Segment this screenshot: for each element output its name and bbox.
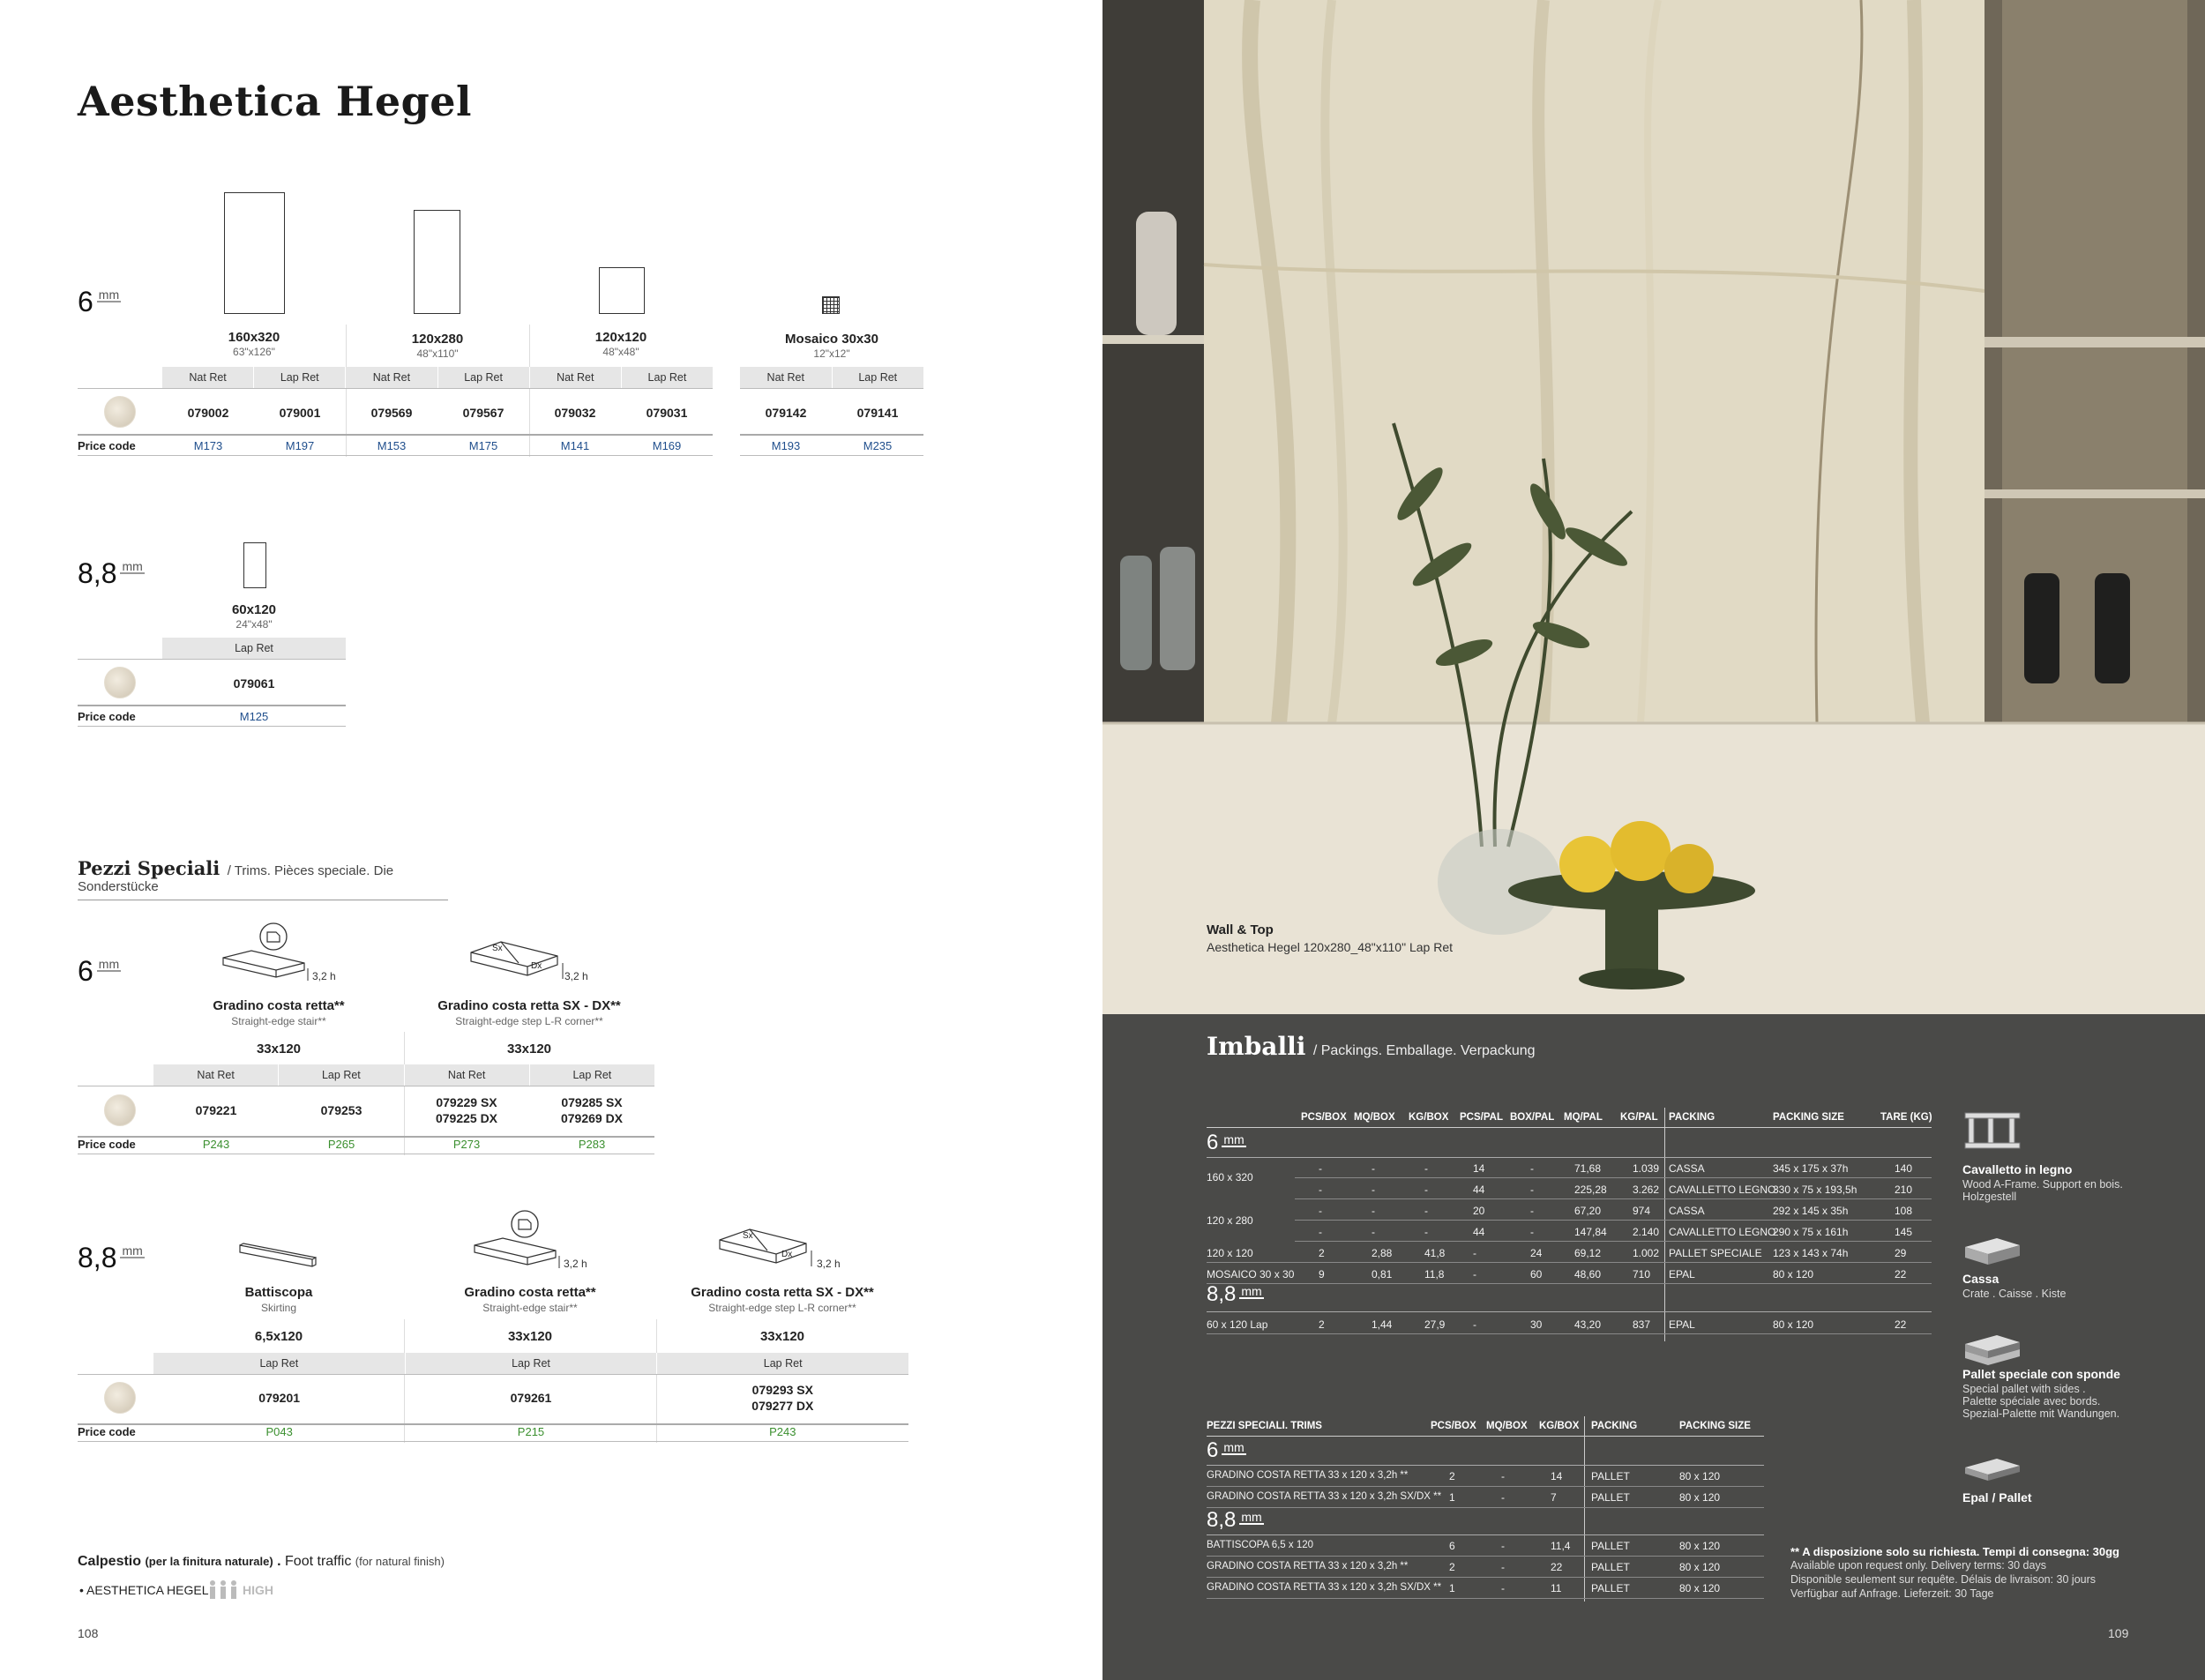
packing-column-header: PACKING SIZE [1773,1112,1844,1123]
thickness-8-8mm: 8,8 mm [1207,1508,1262,1532]
stair-corner-trim-icon [714,1224,820,1273]
packing-cell: - [1530,1183,1534,1196]
page-title: Aesthetica Hegel [78,78,472,125]
packing-cell: - [1319,1226,1322,1238]
packing-cell: 2.140 [1633,1226,1660,1238]
trims-cell: 6 [1449,1540,1455,1552]
trims-cell: GRADINO COSTA RETTA 33 x 120 x 3,2h ** [1207,1561,1409,1572]
packing-cell: 3.262 [1633,1183,1660,1196]
foot-traffic-heading: Calpestio (per la finitura naturale) . Foot traffic (for natural finish) [78,1554,445,1569]
packing-cell: CAVALLETTO LEGNO [1669,1226,1776,1238]
thickness-6mm: 6 mm [78,955,120,987]
sx-label: Sx [743,1231,753,1241]
size-label: 33x120 [506,1042,552,1057]
trims-cell: 1 [1449,1582,1455,1594]
price-code-label: Price code [78,1425,136,1438]
packing-cell: 140 [1895,1162,1913,1175]
legend-item: Cassa Crate . Caisse . Kiste [1962,1272,2067,1300]
packing-cell: - [1530,1162,1534,1175]
packing-cell: 20 [1473,1205,1485,1217]
packing-cell: 11,8 [1424,1268,1445,1281]
packing-cell: - [1530,1205,1534,1217]
thickness-6mm: 6 mm [1207,1131,1245,1154]
packing-cell: 71,68 [1574,1162,1602,1175]
packing-cell: 292 x 145 x 35h [1773,1205,1849,1217]
column-header-row: Lap Ret [162,638,346,659]
size-label: 120x120 48"x48" [594,330,647,358]
trims-cell: - [1501,1582,1505,1594]
epal-pallet-icon [1962,1457,2023,1483]
packing-cell: 330 x 75 x 193,5h [1773,1183,1857,1196]
height-label: 3,2 h [312,970,336,982]
size-label: 33x120 [256,1042,302,1057]
height-label: 3,2 h [817,1258,841,1270]
packing-cell: PALLET SPECIALE [1669,1247,1762,1259]
size-label: 160x320 63"x126" [228,330,280,358]
column-header-row: Nat Ret Lap Ret Nat Ret Lap Ret [153,1064,654,1086]
price-code-row: P043 P215 P243 [265,1425,796,1438]
packing-cell: 44 [1473,1226,1485,1238]
packing-cell: 2,88 [1372,1247,1393,1259]
packing-column-header: KG/BOX [1409,1112,1449,1123]
packing-cell: - [1319,1205,1322,1217]
caption-subtitle: Aesthetica Hegel 120x280_48"x110" Lap Ret [1207,940,1453,954]
product-photo [1102,0,2205,1014]
packing-cell: CASSA [1669,1205,1705,1217]
tile-120x280-shape [414,210,460,314]
price-code-row: P243 P265 P273 P283 [202,1138,606,1151]
trims-cell: 22 [1551,1561,1563,1573]
trim-name: Battiscopa Skirting [244,1285,313,1314]
packing-cell: 9 [1319,1268,1325,1281]
trims-cell: PALLET [1591,1582,1630,1594]
packing-cell: - [1372,1183,1375,1196]
height-label: 3,2 h [564,970,588,982]
stair-corner-trim-icon [466,937,572,985]
packing-cell: 710 [1633,1268,1651,1281]
table-row: 079061 [233,676,275,691]
size-label: 33x120 [507,1329,553,1344]
trims-cell: GRADINO COSTA RETTA 33 x 120 x 3,2h SX/DX ** [1207,1582,1442,1593]
packing-cell: 14 [1473,1162,1485,1175]
trims-column-header: PCS/BOX [1431,1421,1476,1431]
packing-cell: - [1530,1226,1534,1238]
packing-cell: EPAL [1669,1318,1695,1331]
page-number: 108 [78,1626,99,1640]
trims-cell: 80 x 120 [1679,1561,1721,1573]
foot-traffic-icon [206,1579,240,1602]
trims-cell: PALLET [1591,1540,1630,1552]
trims-cell: - [1501,1470,1505,1482]
trims-cell: - [1501,1561,1505,1573]
packing-cell: 41,8 [1424,1247,1446,1259]
dx-label: Dx [781,1250,793,1259]
trims-cell: GRADINO COSTA RETTA 33 x 120 x 3,2h ** [1207,1470,1409,1481]
trims-cell: 7 [1551,1491,1557,1504]
price-code-label: Price code [78,710,136,723]
legend-item: Cavalletto in legno Wood A-Frame. Support en bois. Holzgestell [1962,1162,2123,1203]
sx-label: Sx [492,944,503,953]
foot-traffic-item: • AESTHETICA HEGEL [79,1583,209,1597]
trims-column-header: PACKING [1591,1421,1638,1431]
packing-column-header: KG/PAL [1620,1112,1658,1123]
packing-cell: 22 [1895,1268,1907,1281]
packing-cell: 43,20 [1574,1318,1602,1331]
packing-cell: - [1473,1247,1476,1259]
packing-cell: 210 [1895,1183,1913,1196]
size-label: Mosaico 30x30 12"x12" [785,332,878,360]
trims-cell: 2 [1449,1561,1455,1573]
packing-cell: 108 [1895,1205,1913,1217]
height-label: 3,2 h [564,1258,587,1270]
packing-cell: - [1319,1162,1322,1175]
tile-160x320-shape [224,192,285,314]
column-header-row: Nat Ret Lap Ret [740,367,923,388]
skirting-icon [236,1242,319,1268]
packing-column-header: PCS/BOX [1301,1112,1347,1123]
size-label: 33x120 [759,1329,805,1344]
table-row: 079002 079001 079569 079567 079032 079031 [187,406,688,420]
trim-name: Gradino costa retta** Straight-edge stair** [213,998,345,1027]
packing-cell: 2 [1319,1247,1325,1259]
table-row: 079221 079253 079229 SX 079225 DX 079285 SX 079269 DX [195,1095,624,1125]
packing-cell: 225,28 [1574,1183,1607,1196]
packing-column-header: TARE (KG) [1880,1112,1932,1123]
packing-column-header: MQ/PAL [1564,1112,1603,1123]
tile-120x120-shape [599,267,645,314]
packing-cell: - [1473,1318,1476,1331]
packing-cell: 1.002 [1633,1247,1660,1259]
packing-cell: - [1372,1205,1375,1217]
packing-size-group: 120 x 280 [1207,1214,1253,1227]
packing-cell: 22 [1895,1318,1907,1331]
packing-cell: - [1424,1205,1428,1217]
packing-cell: 1,44 [1372,1318,1393,1331]
packing-cell: 345 x 175 x 37h [1773,1162,1849,1175]
packing-cell: 1.039 [1633,1162,1660,1175]
trims-column-header: PEZZI SPECIALI. TRIMS [1207,1421,1322,1431]
legend-item: Pallet speciale con sponde Special pallet with sides . Palette spéciale avec bords. Spezial-Palette mit Wandungen. [1962,1367,2120,1420]
packing-cell: 0,81 [1372,1268,1393,1281]
packing-cell: 290 x 75 x 161h [1773,1226,1849,1238]
availability-note: ** A disposizione solo su richiesta. Tempi di consegna: 30gg Available upon request only. Delivery terms: 30 days Disponible seulement sur requête. Délais de livraison: 30 jours Verfügbar auf Anfrage. Lieferzeit: 30 Tage [1790,1545,2119,1600]
packing-cell: 974 [1633,1205,1651,1217]
packing-cell: 27,9 [1424,1318,1446,1331]
packing-cell: MOSAICO 30 x 30 [1207,1268,1295,1281]
size-label: 120x280 48"x110" [411,332,464,360]
packing-cell: - [1372,1226,1375,1238]
page-number: 109 [2108,1626,2129,1640]
legend-item: Epal / Pallet [1962,1490,2032,1505]
trims-cell: 80 x 120 [1679,1470,1721,1482]
color-swatch [104,1382,136,1414]
packing-cell: 837 [1633,1318,1651,1331]
column-header-row: Lap Ret Lap Ret Lap Ret [153,1353,908,1374]
trims-cell: 11 [1551,1582,1562,1594]
trims-heading: Pezzi Speciali / Trims. Pièces speciale. Die Sonderstücke [78,857,448,900]
packing-cell: 44 [1473,1183,1485,1196]
trims-cell: 11,4 [1551,1540,1571,1552]
packing-cell: 147,84 [1574,1226,1607,1238]
table-row: 079201 079261 079293 SX 079277 DX [258,1383,814,1413]
table-row: 079142 079141 [765,406,899,420]
wood-a-frame-icon [1962,1106,2023,1155]
thickness-8-8mm: 8,8 mm [78,1242,143,1273]
trims-cell: 80 x 120 [1679,1582,1721,1594]
packing-cell: - [1319,1183,1322,1196]
packing-cell: 2 [1319,1318,1325,1331]
color-swatch [104,1094,136,1126]
packing-cell: - [1424,1226,1428,1238]
trims-cell: 80 x 120 [1679,1540,1721,1552]
dx-label: Dx [531,961,542,971]
size-label: 6,5x120 [254,1329,303,1344]
packing-column-header: BOX/PAL [1510,1112,1555,1123]
trims-cell: - [1501,1491,1505,1504]
packing-cell: CASSA [1669,1162,1705,1175]
price-code-row: M173 M197 M153 M175 M141 M169 [193,439,682,452]
color-swatch [104,396,136,428]
packing-cell: - [1424,1183,1428,1196]
packing-cell: 120 x 120 [1207,1247,1253,1259]
packing-column-header: PACKING [1669,1112,1715,1123]
traffic-level: HIGH [243,1583,273,1597]
packing-cell: EPAL [1669,1268,1695,1281]
packing-cell: 80 x 120 [1773,1318,1814,1331]
price-code-label: Price code [78,1138,136,1151]
trims-column-header: KG/BOX [1539,1421,1580,1431]
packing-cell: 48,60 [1574,1268,1602,1281]
price-code-label: Price code [78,439,136,452]
trims-cell: PALLET [1591,1470,1630,1482]
color-swatch [104,667,136,698]
packing-cell: 24 [1530,1247,1543,1259]
special-pallet-icon [1962,1332,2023,1367]
price-code-row: M193 M235 [771,439,893,452]
column-header-row: Nat Ret Lap Ret Nat Ret Lap Ret Nat Ret Lap Ret [162,367,713,388]
trims-cell: 1 [1449,1491,1455,1504]
thickness-6mm: 6 mm [1207,1438,1245,1462]
trims-column-header: MQ/BOX [1486,1421,1528,1431]
thickness-8-8mm: 8,8 mm [1207,1282,1262,1306]
trims-cell: BATTISCOPA 6,5 x 120 [1207,1540,1314,1550]
thickness-8-8mm: 8,8 mm [78,557,143,589]
trims-cell: - [1501,1540,1505,1552]
trim-name: Gradino costa retta SX - DX** Straight-edge step L-R corner** [437,998,621,1027]
caption-title: Wall & Top [1207,922,1274,937]
thickness-6mm: 6 mm [78,286,120,317]
packing-cell: 60 [1530,1268,1543,1281]
packing-cell: 123 x 143 x 74h [1773,1247,1849,1259]
trims-column-header: PACKING SIZE [1679,1421,1751,1431]
trim-name: Gradino costa retta SX - DX** Straight-edge step L-R corner** [691,1285,874,1314]
packing-cell: 60 x 120 Lap [1207,1318,1268,1331]
tile-60x120-shape [243,542,266,588]
trims-cell: 14 [1551,1470,1563,1482]
crate-icon [1962,1235,2023,1268]
packing-size-group: 160 x 320 [1207,1171,1253,1183]
trims-cell: 2 [1449,1470,1455,1482]
packing-cell: - [1424,1162,1428,1175]
size-label: 60x120 24"x48" [231,602,277,631]
packing-cell: 30 [1530,1318,1543,1331]
packing-cell: 29 [1895,1247,1907,1259]
packing-heading: Imballi / Packings. Emballage. Verpackung [1207,1032,1536,1061]
trims-cell: PALLET [1591,1561,1630,1573]
mosaic-icon [822,296,840,314]
packing-column-header: PCS/PAL [1460,1112,1503,1123]
trims-cell: GRADINO COSTA RETTA 33 x 120 x 3,2h SX/DX ** [1207,1491,1442,1502]
trims-cell: PALLET [1591,1491,1630,1504]
packing-cell: 67,20 [1574,1205,1602,1217]
trims-cell: 80 x 120 [1679,1491,1721,1504]
packing-cell: 80 x 120 [1773,1268,1814,1281]
packing-cell: - [1473,1268,1476,1281]
packing-cell: 69,12 [1574,1247,1602,1259]
packing-cell: 145 [1895,1226,1913,1238]
packing-column-header: MQ/BOX [1354,1112,1395,1123]
trim-name: Gradino costa retta** Straight-edge stair** [464,1285,596,1314]
packing-cell: - [1372,1162,1375,1175]
price-code-row: M125 [239,710,269,723]
packing-cell: CAVALLETTO LEGNO [1669,1183,1776,1196]
